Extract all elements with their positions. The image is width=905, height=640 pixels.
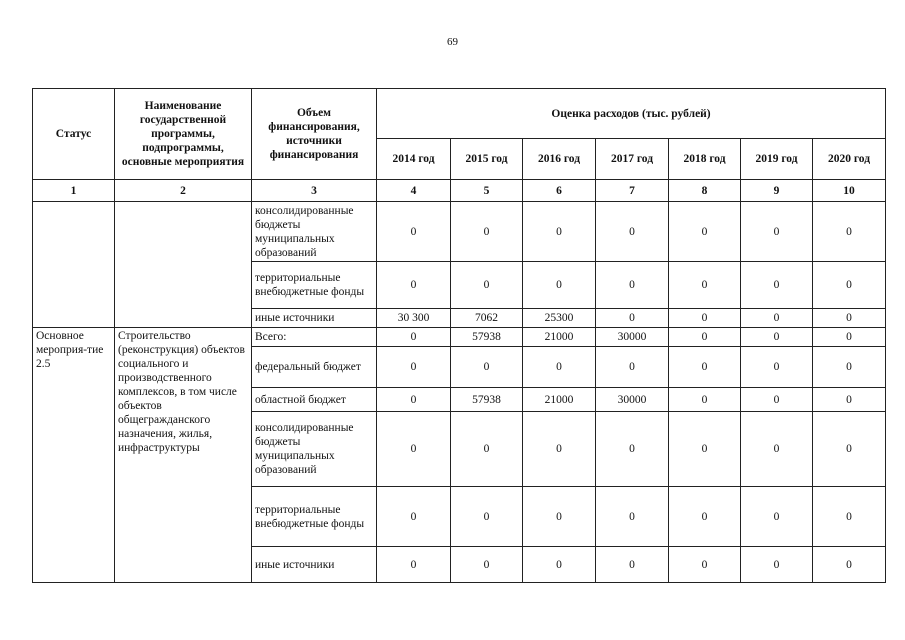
value-cell: 0 [741, 547, 813, 583]
value-cell: 0 [451, 547, 523, 583]
value-cell: 0 [377, 487, 451, 547]
value-cell: 0 [451, 202, 523, 262]
status-cell: Основное мероприя-тие 2.5 [33, 328, 115, 583]
value-cell: 0 [523, 202, 596, 262]
value-cell: 0 [523, 262, 596, 309]
value-cell: 0 [741, 202, 813, 262]
value-cell: 0 [596, 309, 669, 328]
value-cell: 0 [669, 202, 741, 262]
value-cell: 0 [451, 262, 523, 309]
value-cell: 0 [523, 347, 596, 388]
header-year: 2020 год [813, 139, 886, 180]
value-cell: 0 [523, 547, 596, 583]
column-index: 2 [115, 180, 252, 202]
value-cell: 0 [669, 412, 741, 487]
column-index: 6 [523, 180, 596, 202]
value-cell: 0 [596, 202, 669, 262]
value-cell: 30000 [596, 388, 669, 412]
value-cell: 0 [741, 487, 813, 547]
value-cell: 0 [377, 202, 451, 262]
status-cell-empty [33, 202, 115, 328]
activity-name-cell: Строительство (реконструкция) объектов социального и производственного комплексов, в том числе объектов общегражданского назначения, жилья, инфраструктуры [115, 328, 252, 583]
value-cell: 25300 [523, 309, 596, 328]
column-index: 5 [451, 180, 523, 202]
source-label: территориальные внебюджетные фонды [252, 487, 377, 547]
header-name: Наименование государственной программы, подпрограммы, основные мероприятия [115, 89, 252, 180]
header-year: 2016 год [523, 139, 596, 180]
column-index: 3 [252, 180, 377, 202]
value-cell: 0 [741, 262, 813, 309]
column-index-row [33, 180, 886, 202]
value-cell: 0 [669, 328, 741, 347]
value-cell: 0 [523, 487, 596, 547]
value-cell: 57938 [451, 388, 523, 412]
source-label: консолидированные бюджеты муниципальных образований [252, 412, 377, 487]
value-cell: 0 [741, 328, 813, 347]
value-cell: 0 [669, 547, 741, 583]
value-cell: 0 [669, 347, 741, 388]
value-cell: 0 [596, 547, 669, 583]
header-year: 2014 год [377, 139, 451, 180]
value-cell: 0 [813, 202, 886, 262]
expenditure-table [32, 88, 886, 583]
value-cell: 0 [813, 328, 886, 347]
column-index: 7 [596, 180, 669, 202]
header-year: 2018 год [669, 139, 741, 180]
value-cell: 0 [451, 347, 523, 388]
value-cell: 0 [741, 347, 813, 388]
value-cell: 57938 [451, 328, 523, 347]
column-index: 9 [741, 180, 813, 202]
value-cell: 0 [813, 487, 886, 547]
value-cell: 21000 [523, 328, 596, 347]
source-label: территориальные внебюджетные фонды [252, 262, 377, 309]
source-label: консолидированные бюджеты муниципальных образований [252, 202, 377, 262]
value-cell: 0 [377, 388, 451, 412]
value-cell: 0 [813, 262, 886, 309]
value-cell: 0 [377, 347, 451, 388]
source-label: федеральный бюджет [252, 347, 377, 388]
header-volume: Объем финансирования, источники финансирования [252, 89, 377, 180]
value-cell: 0 [813, 309, 886, 328]
value-cell: 0 [377, 412, 451, 487]
column-index: 8 [669, 180, 741, 202]
value-cell: 0 [596, 412, 669, 487]
value-cell: 0 [741, 412, 813, 487]
value-cell: 0 [813, 388, 886, 412]
value-cell: 0 [451, 412, 523, 487]
header-estimate: Оценка расходов (тыс. рублей) [377, 89, 886, 139]
value-cell: 0 [669, 262, 741, 309]
value-cell: 7062 [451, 309, 523, 328]
header-year: 2017 год [596, 139, 669, 180]
header-year: 2015 год [451, 139, 523, 180]
source-label: областной бюджет [252, 388, 377, 412]
value-cell: 21000 [523, 388, 596, 412]
value-cell: 30 300 [377, 309, 451, 328]
name-cell-empty [115, 202, 252, 328]
column-index: 1 [33, 180, 115, 202]
value-cell: 0 [523, 412, 596, 487]
source-label: иные источники [252, 309, 377, 328]
header-year: 2019 год [741, 139, 813, 180]
value-cell: 0 [669, 309, 741, 328]
value-cell: 0 [813, 347, 886, 388]
value-cell: 0 [669, 487, 741, 547]
value-cell: 0 [813, 547, 886, 583]
value-cell: 0 [596, 262, 669, 309]
column-index: 10 [813, 180, 886, 202]
page-number: 69 [447, 36, 458, 48]
value-cell: 0 [451, 487, 523, 547]
value-cell: 0 [669, 388, 741, 412]
source-label: иные источники [252, 547, 377, 583]
source-label: Всего: [252, 328, 377, 347]
value-cell: 0 [813, 412, 886, 487]
value-cell: 0 [377, 547, 451, 583]
value-cell: 0 [377, 328, 451, 347]
value-cell: 0 [741, 309, 813, 328]
value-cell: 0 [377, 262, 451, 309]
table-row [33, 328, 886, 347]
value-cell: 0 [596, 487, 669, 547]
value-cell: 0 [741, 388, 813, 412]
table-row [33, 202, 886, 262]
value-cell: 0 [596, 347, 669, 388]
column-index: 4 [377, 180, 451, 202]
value-cell: 30000 [596, 328, 669, 347]
header-status: Статус [33, 89, 115, 180]
